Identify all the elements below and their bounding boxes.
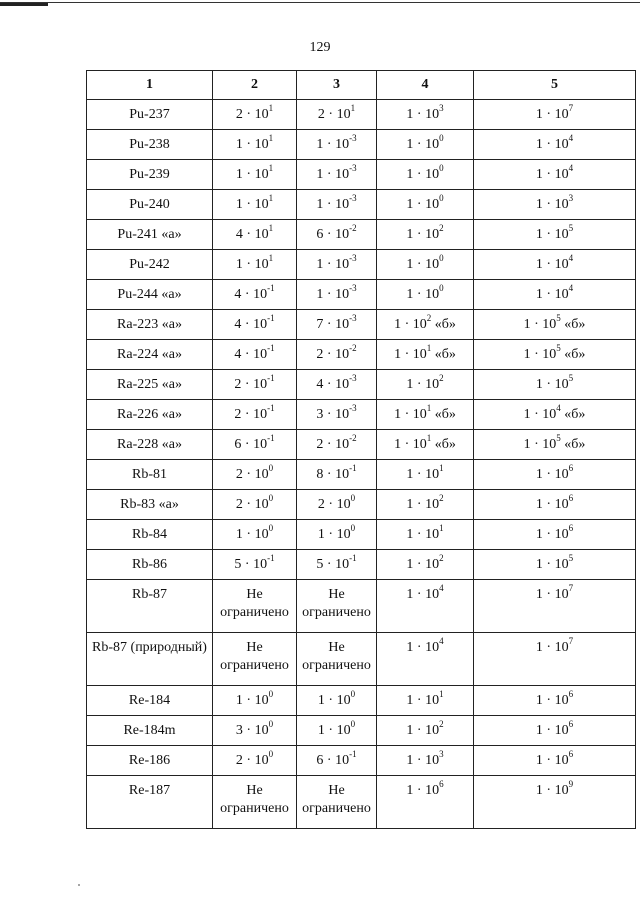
- cell-nuclide: Re-184: [87, 686, 213, 716]
- cell-col-2: $3 \cdot 10^0$: [213, 716, 297, 746]
- exponent: 7: [568, 636, 574, 647]
- cell-col-3: $2 \cdot 10^{-2}$: [297, 340, 377, 370]
- table-row: [87, 460, 636, 490]
- cell-nuclide: Rb-84: [87, 520, 213, 550]
- exponent: 3: [568, 193, 574, 204]
- exponent: -1: [349, 749, 357, 760]
- exponent: 0: [439, 253, 444, 264]
- cell-col-4: $1 \cdot 10^0$: [377, 130, 474, 160]
- cell-col-2: $2 \cdot 10^0$: [213, 746, 297, 776]
- cell-col-5: $1 \cdot 10^4$: [474, 280, 636, 310]
- exponent: 0: [350, 719, 356, 730]
- header-col-3: 3: [297, 71, 377, 100]
- exponent: -3: [349, 133, 357, 144]
- cell-col-3: Не ограничено: [297, 633, 377, 686]
- cell-col-4: $1 \cdot 10^2$: [377, 550, 474, 580]
- exponent: 6: [568, 463, 574, 474]
- page-edge-line: [0, 2, 640, 3]
- cell-col-2: $1 \cdot 10^0$: [213, 520, 297, 550]
- exponent: -2: [349, 433, 357, 444]
- exponent: 5: [556, 343, 561, 354]
- cell-col-4: $1 \cdot 10^3$: [377, 100, 474, 130]
- exponent: -1: [267, 343, 275, 354]
- exponent: 0: [350, 689, 356, 700]
- exponent: 6: [568, 523, 574, 534]
- exponent: 5: [568, 553, 574, 564]
- cell-col-2: $2 \cdot 10^1$: [213, 100, 297, 130]
- cell-col-4: $1 \cdot 10^6$: [377, 776, 474, 829]
- table-row: [87, 550, 636, 580]
- exponent: 4: [439, 636, 444, 647]
- table-row: [87, 716, 636, 746]
- cell-col-2: $1 \cdot 10^1$: [213, 190, 297, 220]
- cell-col-2: $2 \cdot 10^0$: [213, 490, 297, 520]
- exponent: 4: [568, 133, 574, 144]
- exponent: 0: [268, 523, 274, 534]
- cell-nuclide: Rb-83 «а»: [87, 490, 213, 520]
- cell-col-5: $1 \cdot 10^6$: [474, 460, 636, 490]
- exponent: 5: [568, 373, 574, 384]
- exponent: 2: [426, 313, 432, 324]
- exponent: 0: [439, 133, 444, 144]
- exponent: 0: [268, 749, 274, 760]
- cell-nuclide: Pu-244 «а»: [87, 280, 213, 310]
- exponent: 0: [268, 719, 274, 730]
- exponent: 5: [556, 313, 561, 324]
- exponent: -1: [267, 403, 275, 414]
- table-row: [87, 310, 636, 340]
- cell-col-4: $1 \cdot 10^1$: [377, 460, 474, 490]
- table-row: [87, 280, 636, 310]
- exponent: 1: [439, 523, 444, 534]
- cell-nuclide: Pu-239: [87, 160, 213, 190]
- table-row: [87, 430, 636, 460]
- cell-nuclide: Rb-86: [87, 550, 213, 580]
- exponent: 6: [439, 779, 444, 790]
- table-row: [87, 370, 636, 400]
- cell-col-3: $1 \cdot 10^{-3}$: [297, 250, 377, 280]
- cell-col-3: $2 \cdot 10^{-2}$: [297, 430, 377, 460]
- header-col-5: 5: [474, 71, 636, 100]
- exponent: 0: [268, 463, 274, 474]
- table-row: [87, 250, 636, 280]
- table-row: [87, 580, 636, 633]
- exponent: 2: [439, 373, 444, 384]
- exponent: -1: [267, 313, 275, 324]
- cell-nuclide: Ra-225 «а»: [87, 370, 213, 400]
- cell-col-5: $1 \cdot 10^4$: [474, 160, 636, 190]
- table-row: [87, 100, 636, 130]
- table-row: [87, 220, 636, 250]
- cell-col-2: $6 \cdot 10^{-1}$: [213, 430, 297, 460]
- cell-nuclide: Ra-223 «а»: [87, 310, 213, 340]
- cell-col-3: $8 \cdot 10^{-1}$: [297, 460, 377, 490]
- cell-col-3: $1 \cdot 10^{-3}$: [297, 160, 377, 190]
- exponent: 6: [568, 689, 574, 700]
- cell-col-3: Не ограничено: [297, 580, 377, 633]
- exponent: 5: [568, 223, 574, 234]
- cell-col-5: $1 \cdot 10^7$: [474, 580, 636, 633]
- cell-col-4: $1 \cdot 10^2$: [377, 490, 474, 520]
- exponent: -3: [349, 283, 357, 294]
- cell-nuclide: Rb-87: [87, 580, 213, 633]
- cell-col-2: Не ограничено: [213, 776, 297, 829]
- cell-col-3: $2 \cdot 10^0$: [297, 490, 377, 520]
- cell-nuclide: Re-184m: [87, 716, 213, 746]
- exponent: 1: [426, 403, 432, 414]
- cell-col-3: $6 \cdot 10^{-1}$: [297, 746, 377, 776]
- exponent: 6: [568, 719, 574, 730]
- cell-col-4: $1 \cdot 10^3$: [377, 746, 474, 776]
- cell-col-4: $1 \cdot 10^1$: [377, 686, 474, 716]
- table-row: [87, 400, 636, 430]
- cell-col-4: $1 \cdot 10^2$: [377, 220, 474, 250]
- exponent: 4: [439, 583, 444, 594]
- cell-nuclide: Pu-237: [87, 100, 213, 130]
- cell-col-5: $1 \cdot 10^4$: [474, 250, 636, 280]
- cell-col-5: $1 \cdot 10^5$ «б»: [474, 310, 636, 340]
- cell-nuclide: Re-186: [87, 746, 213, 776]
- cell-col-3: $2 \cdot 10^1$: [297, 100, 377, 130]
- cell-col-2: $2 \cdot 10^{-1}$: [213, 400, 297, 430]
- cell-col-2: $2 \cdot 10^0$: [213, 460, 297, 490]
- cell-nuclide: Ra-228 «а»: [87, 430, 213, 460]
- cell-col-2: $1 \cdot 10^1$: [213, 160, 297, 190]
- table-row: [87, 520, 636, 550]
- cell-col-3: $7 \cdot 10^{-3}$: [297, 310, 377, 340]
- exponent: 6: [568, 749, 574, 760]
- cell-col-5: $1 \cdot 10^5$ «б»: [474, 430, 636, 460]
- cell-col-3: $1 \cdot 10^0$: [297, 716, 377, 746]
- cell-nuclide: Ra-224 «а»: [87, 340, 213, 370]
- exponent: -1: [349, 463, 357, 474]
- cell-col-5: $1 \cdot 10^6$: [474, 490, 636, 520]
- exponent: 4: [568, 253, 574, 264]
- cell-col-4: $1 \cdot 10^1$ «б»: [377, 340, 474, 370]
- cell-col-5: $1 \cdot 10^5$: [474, 220, 636, 250]
- exponent: 6: [568, 493, 574, 504]
- exponent: -3: [349, 313, 357, 324]
- cell-col-5: $1 \cdot 10^6$: [474, 686, 636, 716]
- table-row: [87, 686, 636, 716]
- exponent: -3: [349, 193, 357, 204]
- cell-col-2: $1 \cdot 10^1$: [213, 250, 297, 280]
- exponent: -3: [349, 163, 357, 174]
- cell-col-4: $1 \cdot 10^0$: [377, 160, 474, 190]
- exponent: -1: [267, 433, 275, 444]
- cell-col-4: $1 \cdot 10^4$: [377, 633, 474, 686]
- radionuclide-table: [86, 70, 636, 829]
- exponent: -1: [267, 553, 275, 564]
- cell-col-3: $1 \cdot 10^{-3}$: [297, 280, 377, 310]
- exponent: 5: [556, 433, 561, 444]
- exponent: -3: [349, 253, 357, 264]
- cell-nuclide: Pu-238: [87, 130, 213, 160]
- table-row: [87, 633, 636, 686]
- cell-col-2: $4 \cdot 10^{-1}$: [213, 340, 297, 370]
- table-row: [87, 190, 636, 220]
- exponent: 4: [568, 163, 574, 174]
- cell-col-2: $1 \cdot 10^0$: [213, 686, 297, 716]
- exponent: 0: [268, 493, 274, 504]
- cell-col-2: Не ограничено: [213, 580, 297, 633]
- table-row: [87, 160, 636, 190]
- exponent: 1: [268, 193, 274, 204]
- exponent: -1: [267, 283, 275, 294]
- exponent: 2: [439, 223, 444, 234]
- cell-col-2: $4 \cdot 10^{-1}$: [213, 310, 297, 340]
- exponent: 1: [439, 689, 444, 700]
- cell-col-4: $1 \cdot 10^0$: [377, 280, 474, 310]
- header-row: [87, 71, 636, 100]
- exponent: 7: [568, 103, 574, 114]
- exponent: 0: [268, 689, 274, 700]
- cell-col-5: $1 \cdot 10^4$: [474, 130, 636, 160]
- exponent: 3: [439, 103, 444, 114]
- cell-col-3: $1 \cdot 10^{-3}$: [297, 190, 377, 220]
- cell-col-4: $1 \cdot 10^0$: [377, 250, 474, 280]
- cell-col-2: $4 \cdot 10^{-1}$: [213, 280, 297, 310]
- cell-col-3: $4 \cdot 10^{-3}$: [297, 370, 377, 400]
- scan-speck: [78, 884, 80, 886]
- cell-col-4: $1 \cdot 10^1$ «б»: [377, 400, 474, 430]
- exponent: -3: [349, 403, 357, 414]
- exponent: 1: [350, 103, 356, 114]
- table-body: [87, 100, 636, 829]
- cell-col-4: $1 \cdot 10^2$: [377, 370, 474, 400]
- cell-col-5: $1 \cdot 10^5$: [474, 370, 636, 400]
- exponent: 2: [439, 493, 444, 504]
- exponent: 0: [350, 523, 356, 534]
- page-edge-mark: [0, 3, 48, 6]
- exponent: 1: [439, 463, 444, 474]
- exponent: 1: [268, 103, 274, 114]
- cell-col-3: $1 \cdot 10^0$: [297, 520, 377, 550]
- header-col-1: 1: [87, 71, 213, 100]
- cell-col-5: $1 \cdot 10^6$: [474, 746, 636, 776]
- exponent: 1: [268, 223, 274, 234]
- cell-col-5: $1 \cdot 10^5$ «б»: [474, 340, 636, 370]
- cell-nuclide: Pu-241 «а»: [87, 220, 213, 250]
- exponent: 1: [268, 133, 274, 144]
- exponent: -2: [349, 223, 357, 234]
- cell-col-5: $1 \cdot 10^5$: [474, 550, 636, 580]
- cell-nuclide: Re-187: [87, 776, 213, 829]
- cell-col-3: $5 \cdot 10^{-1}$: [297, 550, 377, 580]
- exponent: 4: [568, 283, 574, 294]
- cell-col-2: $4 \cdot 10^1$: [213, 220, 297, 250]
- exponent: 1: [268, 253, 274, 264]
- exponent: 4: [556, 403, 561, 414]
- exponent: -1: [349, 553, 357, 564]
- exponent: 0: [439, 283, 444, 294]
- table-row: [87, 490, 636, 520]
- cell-col-4: $1 \cdot 10^1$: [377, 520, 474, 550]
- cell-col-4: $1 \cdot 10^0$: [377, 190, 474, 220]
- cell-col-3: $1 \cdot 10^0$: [297, 686, 377, 716]
- cell-col-3: $3 \cdot 10^{-3}$: [297, 400, 377, 430]
- cell-col-5: $1 \cdot 10^7$: [474, 100, 636, 130]
- cell-col-2: $1 \cdot 10^1$: [213, 130, 297, 160]
- cell-nuclide: Pu-242: [87, 250, 213, 280]
- exponent: 9: [568, 779, 574, 790]
- exponent: 0: [439, 163, 444, 174]
- table-row: [87, 340, 636, 370]
- exponent: 1: [426, 343, 432, 354]
- exponent: -2: [349, 343, 357, 354]
- cell-col-2: Не ограничено: [213, 633, 297, 686]
- cell-col-2: $2 \cdot 10^{-1}$: [213, 370, 297, 400]
- cell-nuclide: Rb-87 (природный): [87, 633, 213, 686]
- header-col-4: 4: [377, 71, 474, 100]
- cell-col-3: Не ограничено: [297, 776, 377, 829]
- cell-col-4: $1 \cdot 10^4$: [377, 580, 474, 633]
- exponent: 3: [439, 749, 444, 760]
- cell-col-2: $5 \cdot 10^{-1}$: [213, 550, 297, 580]
- exponent: 2: [439, 553, 444, 564]
- cell-nuclide: Rb-81: [87, 460, 213, 490]
- cell-col-5: $1 \cdot 10^7$: [474, 633, 636, 686]
- cell-col-5: $1 \cdot 10^6$: [474, 716, 636, 746]
- cell-col-5: $1 \cdot 10^9$: [474, 776, 636, 829]
- table-row: [87, 130, 636, 160]
- exponent: 0: [350, 493, 356, 504]
- header-col-2: 2: [213, 71, 297, 100]
- exponent: 2: [439, 719, 444, 730]
- cell-col-4: $1 \cdot 10^2$: [377, 716, 474, 746]
- page-number: 129: [309, 40, 331, 55]
- cell-col-4: $1 \cdot 10^2$ «б»: [377, 310, 474, 340]
- cell-nuclide: Ra-226 «а»: [87, 400, 213, 430]
- exponent: 1: [426, 433, 432, 444]
- exponent: 1: [268, 163, 274, 174]
- cell-col-5: $1 \cdot 10^3$: [474, 190, 636, 220]
- exponent: 7: [568, 583, 574, 594]
- cell-nuclide: Pu-240: [87, 190, 213, 220]
- exponent: 0: [439, 193, 444, 204]
- cell-col-5: $1 \cdot 10^4$ «б»: [474, 400, 636, 430]
- cell-col-3: $6 \cdot 10^{-2}$: [297, 220, 377, 250]
- cell-col-3: $1 \cdot 10^{-3}$: [297, 130, 377, 160]
- table-row: [87, 746, 636, 776]
- table-row: [87, 776, 636, 829]
- cell-col-5: $1 \cdot 10^6$: [474, 520, 636, 550]
- exponent: -3: [349, 373, 357, 384]
- cell-col-4: $1 \cdot 10^1$ «б»: [377, 430, 474, 460]
- exponent: -1: [267, 373, 275, 384]
